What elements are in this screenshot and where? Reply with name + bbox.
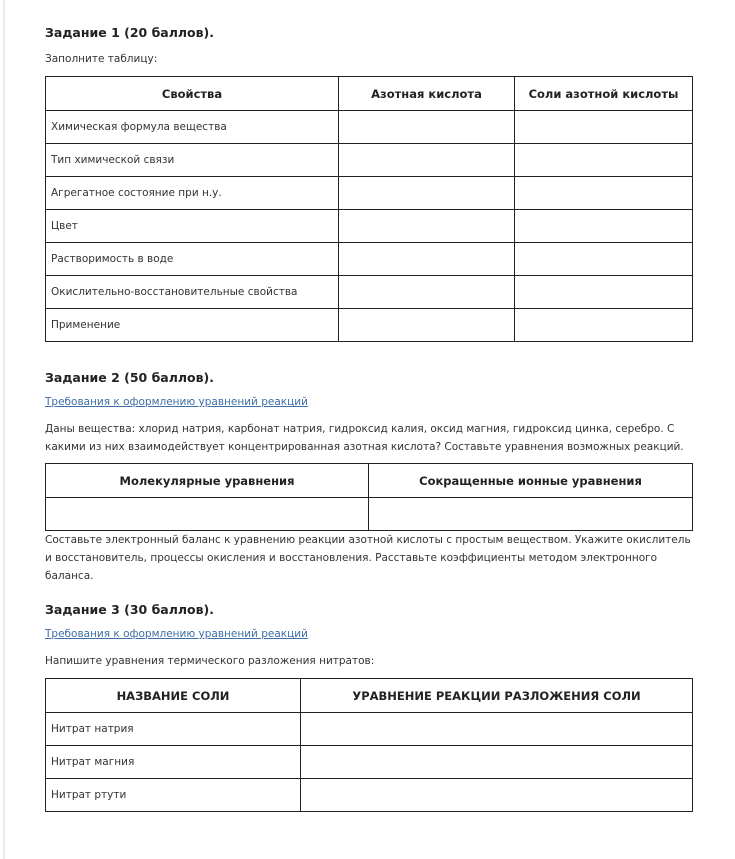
task1-row-label: Тип химической связи xyxy=(46,144,339,177)
task1-row-label: Цвет xyxy=(46,210,339,243)
task2-header-row xyxy=(46,464,693,498)
task3-answer-cell[interactable] xyxy=(301,713,693,746)
task1-answer-cell[interactable] xyxy=(515,144,693,177)
task2-after-text: Составьте электронный баланс к уравнению реакции азотной кислоты с простым веществом. Укажите окислитель и восстановитель, процессы окисления и восстановления. Расставьте коэффициенты методом электронного баланса. xyxy=(45,534,691,582)
task1-row-label: Агрегатное состояние при н.у. xyxy=(46,177,339,210)
table-row xyxy=(46,779,693,812)
task2-answer-cell[interactable] xyxy=(46,498,369,531)
task3-answer-cell[interactable] xyxy=(301,746,693,779)
task1-answer-cell[interactable] xyxy=(339,243,515,276)
task1-row-label: Химическая формула вещества xyxy=(46,111,339,144)
task1-header-properties: Свойства xyxy=(46,77,339,111)
task3-table xyxy=(45,678,693,812)
task2-answer-cell[interactable] xyxy=(369,498,693,531)
task1-answer-cell[interactable] xyxy=(515,177,693,210)
task3-header-salt-name: НАЗВАНИЕ СОЛИ xyxy=(46,679,301,713)
task2-table xyxy=(45,463,693,531)
table-row xyxy=(46,243,693,276)
task3-instruction: Напишите уравнения термического разложения нитратов: xyxy=(45,655,375,667)
table-row xyxy=(46,210,693,243)
task3-requirements-link[interactable]: Требования к оформлению уравнений реакций xyxy=(45,628,308,640)
task1-answer-cell[interactable] xyxy=(515,276,693,309)
task2-header-molecular: Молекулярные уравнения xyxy=(46,464,369,498)
table-row xyxy=(46,746,693,779)
table-row xyxy=(46,309,693,342)
task1-row-label: Окислительно-восстановительные свойства xyxy=(46,276,339,309)
table-row xyxy=(46,144,693,177)
task2-header-ionic: Сокращенные ионные уравнения xyxy=(369,464,693,498)
task1-instruction: Заполните таблицу: xyxy=(45,53,158,65)
task1-answer-cell[interactable] xyxy=(515,111,693,144)
task1-answer-cell[interactable] xyxy=(339,276,515,309)
task3-row-label: Нитрат натрия xyxy=(46,713,301,746)
page-left-border xyxy=(3,0,5,859)
task1-title: Задание 1 (20 баллов). xyxy=(45,25,215,40)
task1-row-label: Применение xyxy=(46,309,339,342)
task3-header-equation: УРАВНЕНИЕ РЕАКЦИИ РАЗЛОЖЕНИЯ СОЛИ xyxy=(301,679,693,713)
table-row xyxy=(46,713,693,746)
task1-answer-cell[interactable] xyxy=(339,144,515,177)
task3-title: Задание 3 (30 баллов). xyxy=(45,602,215,617)
task2-title: Задание 2 (50 баллов). xyxy=(45,370,215,385)
task3-row-label: Нитрат ртути xyxy=(46,779,301,812)
task1-answer-cell[interactable] xyxy=(339,177,515,210)
table-row xyxy=(46,276,693,309)
task1-header-row xyxy=(46,77,693,111)
task3-row-label: Нитрат магния xyxy=(46,746,301,779)
task3-header-row xyxy=(46,679,693,713)
task1-row-label: Растворимость в воде xyxy=(46,243,339,276)
task1-answer-cell[interactable] xyxy=(515,309,693,342)
task1-answer-cell[interactable] xyxy=(339,309,515,342)
task3-answer-cell[interactable] xyxy=(301,779,693,812)
task1-table xyxy=(45,76,693,342)
task1-answer-cell[interactable] xyxy=(339,111,515,144)
table-row xyxy=(46,177,693,210)
task1-answer-cell[interactable] xyxy=(515,243,693,276)
task1-answer-cell[interactable] xyxy=(515,210,693,243)
table-row xyxy=(46,111,693,144)
task1-header-nitric-acid: Азотная кислота xyxy=(339,77,515,111)
task2-text: Даны вещества: хлорид натрия, карбонат натрия, гидроксид калия, оксид магния, гидроксид цинка, серебро. С какими из них взаимодействует концентрированная азотная кислота? Составьте уравнения возможных реакций. xyxy=(45,423,684,453)
task1-answer-cell[interactable] xyxy=(339,210,515,243)
table-row xyxy=(46,498,693,531)
task2-requirements-link[interactable]: Требования к оформлению уравнений реакций xyxy=(45,396,308,408)
task1-header-nitrates: Соли азотной кислоты xyxy=(515,77,693,111)
